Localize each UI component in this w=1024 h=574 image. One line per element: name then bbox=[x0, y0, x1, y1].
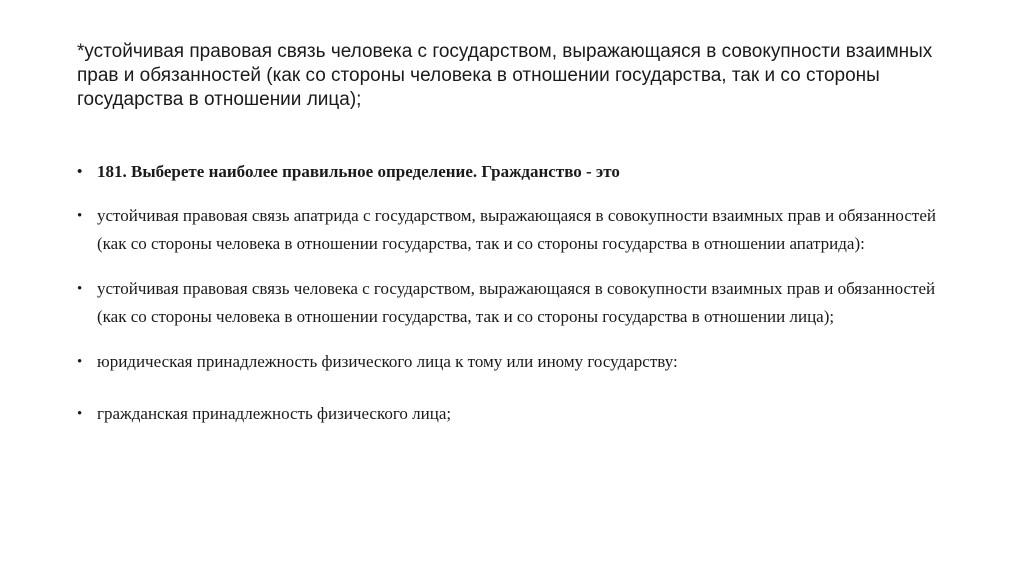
bullet-icon: • bbox=[77, 208, 83, 224]
question-item bbox=[77, 158, 957, 186]
option-item-2 bbox=[77, 275, 957, 331]
option-item-4 bbox=[77, 400, 957, 428]
bullet-icon: • bbox=[77, 354, 83, 370]
question-text: 181. Выберете наиболее правильное определение. Гражданство - это bbox=[97, 162, 620, 181]
correct-answer-text: *устойчивая правовая связь человека с государством, выражающаяся в совокупности взаимных прав и обязанностей (как со стороны человека в отношении государства, так и со стороны государства в отношении лица); bbox=[77, 41, 933, 110]
bullet-icon: • bbox=[77, 406, 83, 422]
bullet-icon: • bbox=[77, 281, 83, 297]
option-item-3 bbox=[77, 348, 957, 376]
option-text: юридическая принадлежность физического лица к тому или иному государству: bbox=[97, 352, 678, 371]
option-text: гражданская принадлежность физического лица; bbox=[97, 404, 452, 423]
question-list bbox=[77, 158, 957, 428]
option-item-1 bbox=[77, 202, 957, 258]
bullet-icon: • bbox=[77, 164, 83, 180]
option-text: устойчивая правовая связь апатрида с государством, выражающаяся в совокупности взаимных прав и обязанностей (как со стороны человека в отношении государства, так и со стороны государства в отношении апатрида): bbox=[97, 206, 936, 253]
option-text: устойчивая правовая связь человека с государством, выражающаяся в совокупности взаимных прав и обязанностей (как со стороны человека в отношении государства, так и со стороны государства в отношении лица); bbox=[97, 279, 936, 326]
